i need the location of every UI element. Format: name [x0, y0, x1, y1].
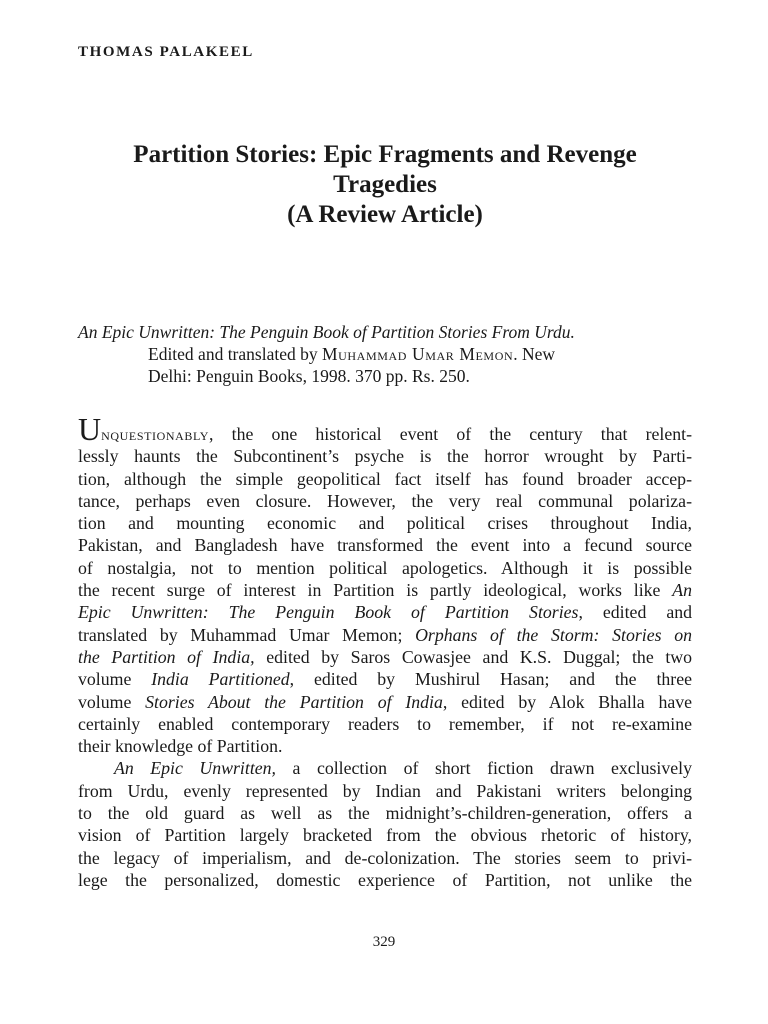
line-text: volume: [78, 691, 146, 712]
text-line: tance, perhaps even closure. However, the very real communal polariza-: [78, 490, 692, 511]
text-line: [78, 646, 692, 668]
editor-name: Muhammad Umar Memon: [321, 344, 514, 364]
italic-title: the Partition of India,: [78, 646, 255, 667]
text-line: Pakistan, and Bangladesh have transformed the event into a fecund source: [78, 535, 692, 556]
text-line: [78, 691, 692, 713]
line-text: a collection of short fiction drawn exclusively: [275, 758, 692, 779]
text-line: to the old guard as well as the midnight’s-children-generation, offers a: [78, 803, 692, 824]
edition-info: [148, 343, 692, 365]
book-title: An Epic Unwritten: The Penguin Book of Partition Stories From Urdu.: [78, 322, 575, 342]
text-line: [78, 601, 692, 623]
edited-prefix: Edited and translated by: [148, 344, 322, 364]
text-line: [78, 624, 692, 646]
title-line: Tragedies: [333, 171, 437, 198]
opening-word: nquestionably: [101, 424, 210, 444]
publication-info: Delhi: Penguin Books, 1998. 370 pp. Rs. 250.: [148, 366, 470, 386]
italic-title: Stories About the Partition of India: [145, 691, 443, 712]
line-text: volume: [78, 669, 152, 690]
text-line: of nostalgia, not to mention political apologetics. Although it is possible: [78, 557, 692, 578]
italic-title: India Partitioned: [151, 669, 290, 690]
text-line: vision of Partition largely bracketed from the obvious rhetoric of history,: [78, 825, 692, 846]
text-line: from Urdu, evenly represented by Indian and Pakistani writers belonging: [78, 780, 692, 801]
title-subtitle: (A Review Article): [287, 201, 483, 228]
text-line: tion and mounting economic and political crises throughout India,: [78, 513, 692, 534]
line-text: , edited by Mushirul Hasan; and the three: [289, 669, 692, 690]
drop-cap: U: [78, 411, 102, 447]
line-text: , the one historical event of the century that relent-: [209, 424, 692, 444]
italic-title: An: [672, 580, 692, 601]
line-text: translated by Muhammad Umar Memon;: [78, 624, 416, 645]
text-line: [78, 411, 692, 447]
italic-title: An Epic Unwritten,: [114, 758, 276, 779]
text-line: the legacy of imperialism, and de-colonization. The stories seem to privi-: [78, 847, 692, 868]
text-line: their knowledge of Partition.: [78, 736, 283, 757]
text-line: lessly haunts the Subcontinent’s psyche is the horror wrought by Parti-: [78, 446, 692, 467]
italic-title: Epic Unwritten: The Penguin Book of Partition Stories: [78, 602, 579, 623]
body-text: [78, 411, 693, 891]
text-line: [78, 668, 692, 690]
text-line: lege the personalized, domestic experience of Partition, not unlike the: [78, 869, 692, 890]
page-number: 329: [372, 934, 396, 950]
text-line: [78, 757, 692, 779]
text-line: certainly enabled contemporary readers to remember, if not re-examine: [78, 713, 692, 734]
author-name: THOMAS PALAKEEL: [78, 44, 254, 60]
article-title: [60, 140, 710, 230]
edited-suffix: . New: [513, 344, 556, 364]
line-text: , edited and: [578, 602, 692, 623]
text-line: tion, although the simple geopolitical fact itself has found broader accep-: [78, 468, 692, 489]
title-line: Partition Stories: Epic Fragments and Revenge: [133, 141, 637, 168]
line-text: edited by Saros Cowasjee and K.S. Duggal; the two: [254, 646, 692, 667]
italic-title: Orphans of the Storm: Stories on: [415, 624, 692, 645]
line-text: , edited by Alok Bhalla have: [442, 691, 693, 712]
text-line: [78, 579, 692, 601]
line-text: the recent surge of interest in Partition is partly ideological, works like: [78, 580, 673, 601]
bibliographic-entry: [78, 321, 692, 387]
